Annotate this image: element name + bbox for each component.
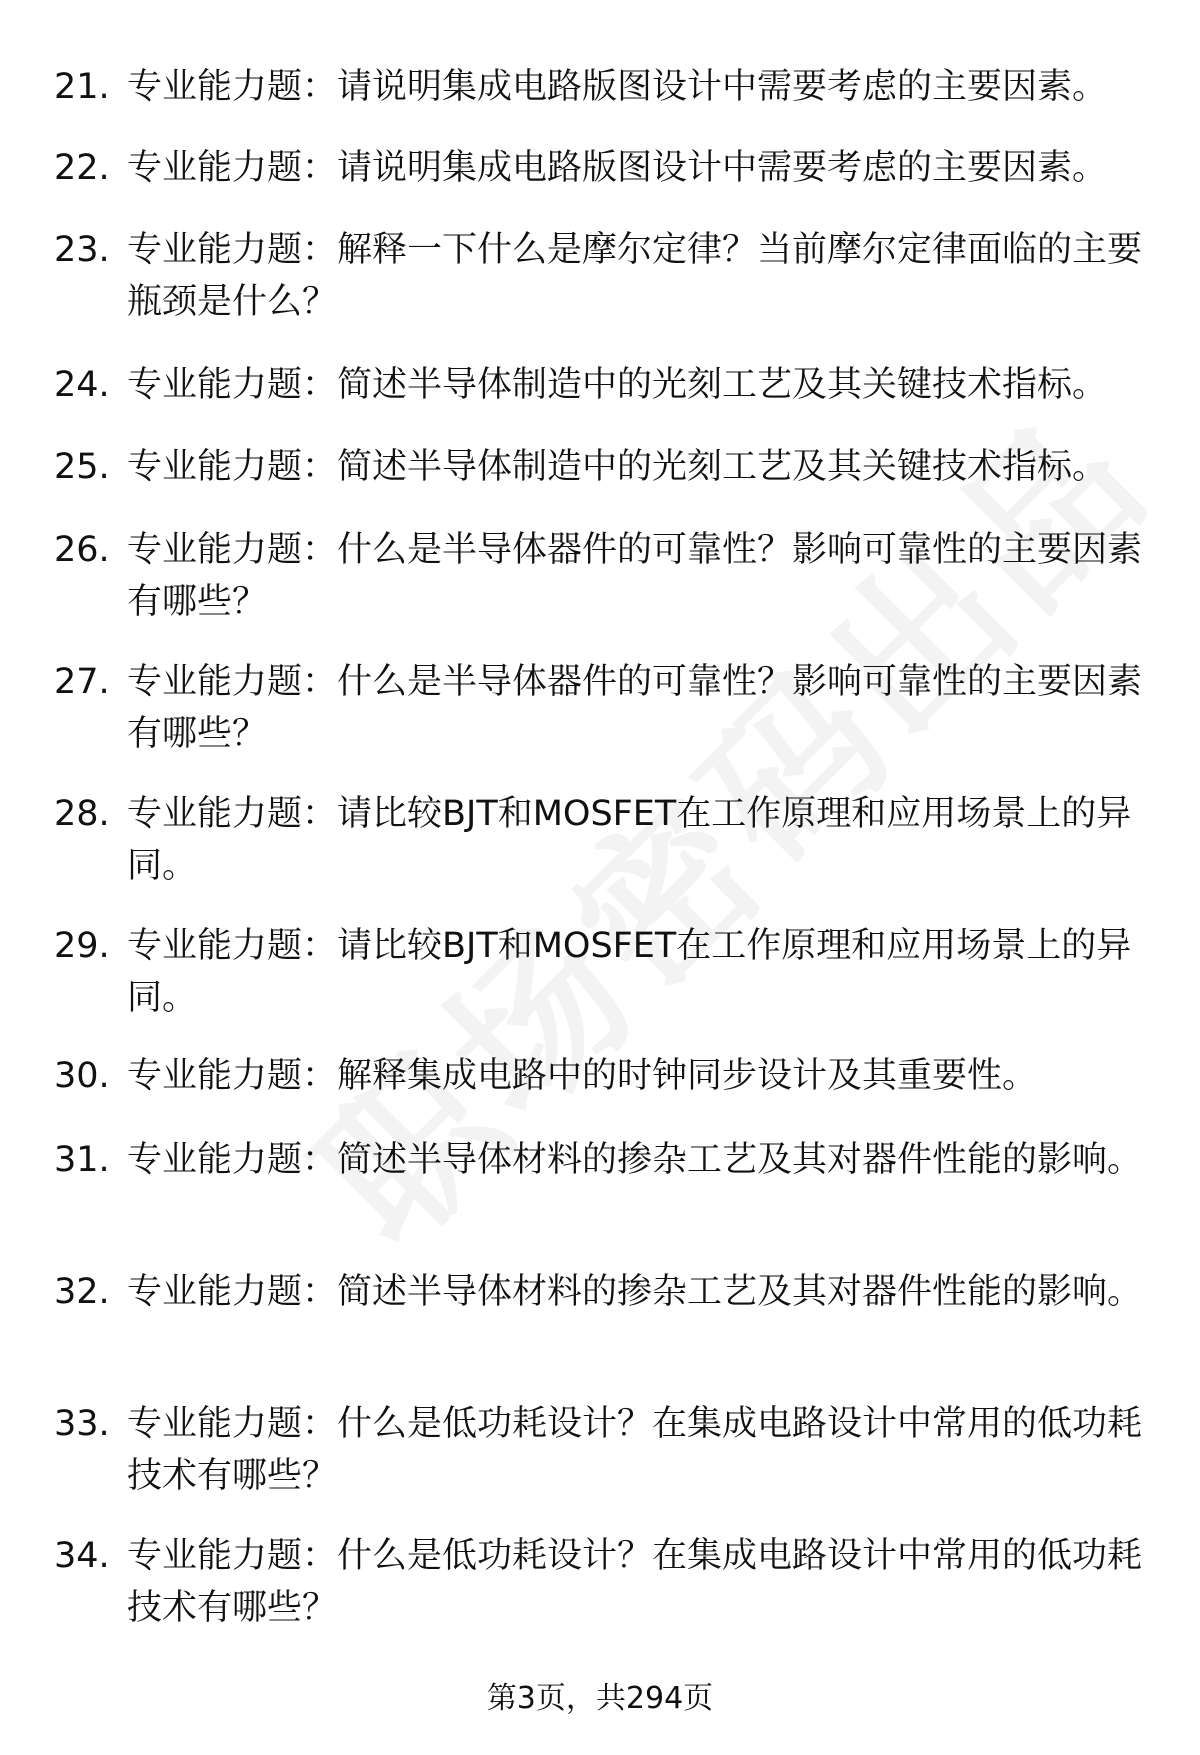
question-text: 专业能力题：解释一下什么是摩尔定律？当前摩尔定律面临的主要瓶颈是什么？ <box>127 230 1143 322</box>
question-number: 33. <box>54 1404 110 1444</box>
question-number: 29. <box>54 926 110 966</box>
question-text: 专业能力题：请比较BJT和MOSFET在工作原理和应用场景上的异同。 <box>127 794 1132 886</box>
page-indicator: 第3页，共294页 <box>486 1681 714 1716</box>
question-text: 专业能力题：什么是低功耗设计？在集成电路设计中常用的低功耗技术有哪些？ <box>127 1536 1143 1628</box>
question-number: 23. <box>54 230 110 270</box>
question-number: 26. <box>54 530 110 570</box>
question-text: 专业能力题：请比较BJT和MOSFET在工作原理和应用场景上的异同。 <box>127 926 1132 1018</box>
question-number: 30. <box>54 1056 110 1096</box>
question-number: 24. <box>54 365 110 405</box>
question-text: 专业能力题：简述半导体制造中的光刻工艺及其关键技术指标。 <box>127 365 1108 405</box>
question-text: 专业能力题：解释集成电路中的时钟同步设计及其重要性。 <box>127 1056 1038 1096</box>
question-text: 专业能力题：什么是半导体器件的可靠性？影响可靠性的主要因素有哪些？ <box>127 530 1143 622</box>
question-text: 专业能力题：什么是低功耗设计？在集成电路设计中常用的低功耗技术有哪些？ <box>127 1404 1143 1496</box>
question-text: 专业能力题：什么是半导体器件的可靠性？影响可靠性的主要因素有哪些？ <box>127 662 1143 754</box>
question-number: 31. <box>54 1140 110 1180</box>
question-text: 专业能力题：简述半导体制造中的光刻工艺及其关键技术指标。 <box>127 447 1108 487</box>
question-number: 27. <box>54 662 110 702</box>
question-number: 22. <box>54 148 110 188</box>
question-number: 28. <box>54 794 110 834</box>
question-text: 专业能力题：简述半导体材料的掺杂工艺及其对器件性能的影响。 <box>127 1140 1143 1180</box>
question-number: 25. <box>54 447 110 487</box>
question-number: 32. <box>54 1272 110 1312</box>
question-text: 专业能力题：请说明集成电路版图设计中需要考虑的主要因素。 <box>127 148 1108 188</box>
question-text: 专业能力题：简述半导体材料的掺杂工艺及其对器件性能的影响。 <box>127 1272 1143 1312</box>
question-number: 21. <box>54 67 110 107</box>
question-text: 专业能力题：请说明集成电路版图设计中需要考虑的主要因素。 <box>127 67 1108 107</box>
question-number: 34. <box>54 1536 110 1576</box>
